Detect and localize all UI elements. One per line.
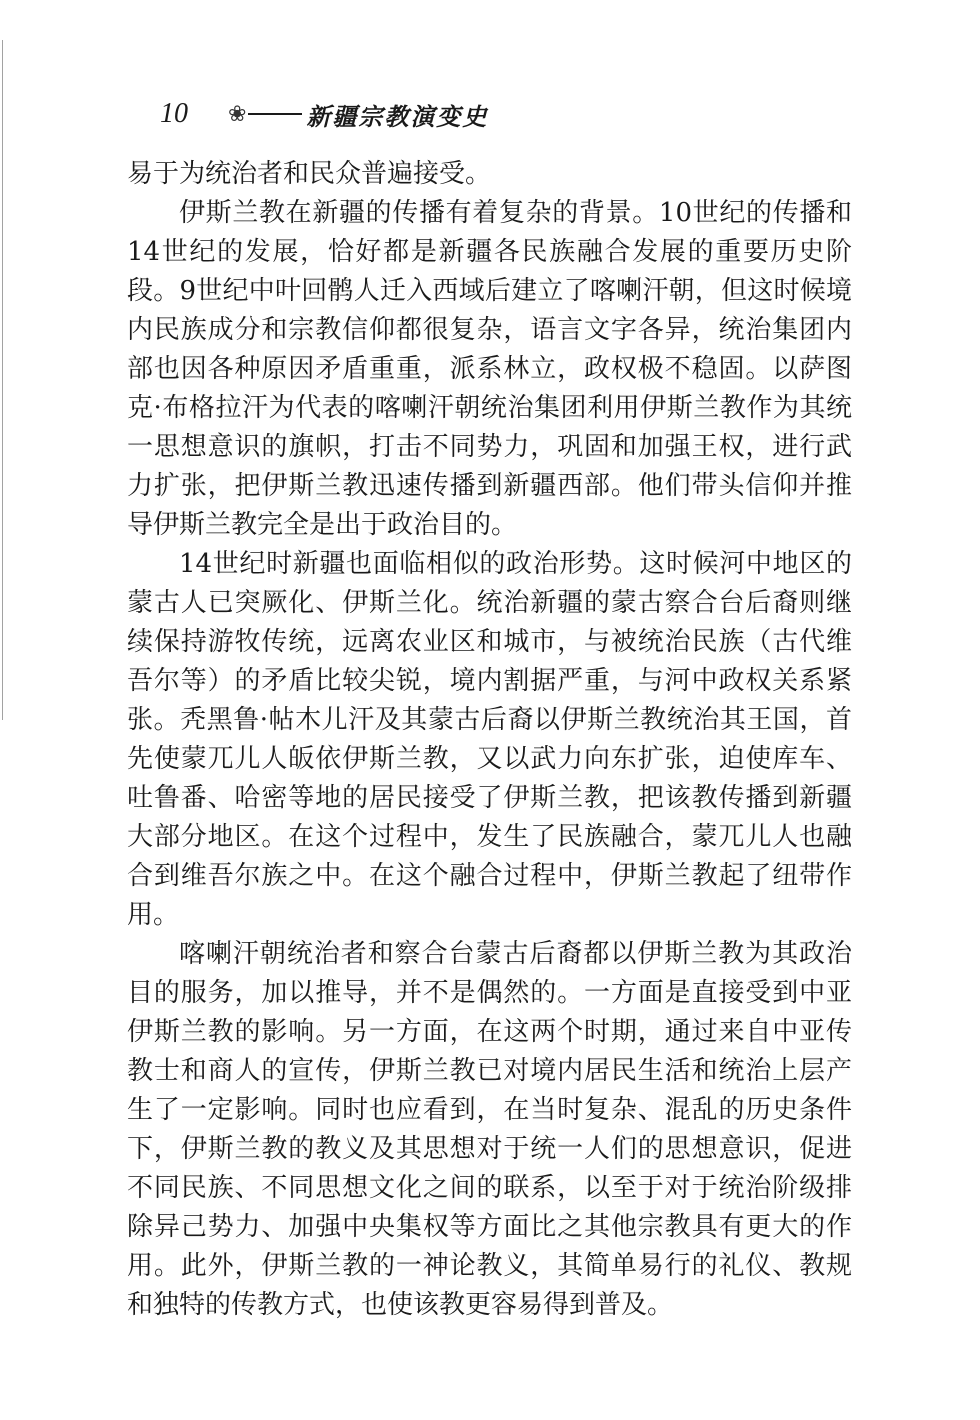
paragraph: 喀喇汗朝统治者和察合台蒙古后裔都以伊斯兰教为其政治目的服务，加以推导，并不是偶然的。一方面是直接受到中亚伊斯兰教的影响。另一方面，在这两个时期，通过来自中亚传教士和商人的宣传，伊斯兰教已对境内居民生活和统治上层产生了一定影响。同时也应看到，在当时复杂、混乱的历史条件下，伊斯兰教的教义及其思想对于统一人们的思想意识，促进不同民族、不同思想文化之间的联系，以至于对于统治阶级排除异己势力、加强中央集权等方面比之其他宗教具有更大的作用。此外，伊斯兰教的一神论教义，其简单易行的礼仪、教规和独特的传教方式，也使该教更容易得到普及。 <box>127 939 852 1320</box>
page-header <box>160 96 488 132</box>
paragraph: 伊斯兰教在新疆的传播有着复杂的背景。10世纪的传播和14世纪的发展，恰好都是新疆各民族融合发展的重要历史阶段。9世纪中叶回鹘人迁入西域后建立了喀喇汗朝，但这时候境内民族成分和宗教信仰都很复杂，语言文字各异，统治集团内部也因各种原因矛盾重重，派系林立，政权极不稳固。以萨图克·布格拉汗为代表的喀喇汗朝统治集团利用伊斯兰教作为其统一思想意识的旗帜，打击不同势力，巩固和加强王权，进行武力扩张，把伊斯兰教迅速传播到新疆西部。他们带头信仰并推导伊斯兰教完全是出于政治目的。 <box>127 198 852 540</box>
paragraph: 14世纪时新疆也面临相似的政治形势。这时候河中地区的蒙古人已突厥化、伊斯兰化。统治新疆的蒙古察合台后裔则继续保持游牧传统，远离农业区和城市，与被统治民族（古代维吾尔等）的矛盾比较尖锐，境内割据严重，与河中政权关系紧张。秃黑鲁·帖木儿汗及其蒙古后裔以伊斯兰教统治其王国，首先使蒙兀儿人皈依伊斯兰教，又以武力向东扩张，迫使库车、吐鲁番、哈密等地的居民接受了伊斯兰教，把该教传播到新疆大部分地区。在这个过程中，发生了民族融合，蒙兀儿人也融合到维吾尔族之中。在这个融合过程中，伊斯兰教起了纽带作用。 <box>127 549 852 930</box>
page-number: 10 <box>160 98 188 129</box>
scan-edge-line <box>2 40 3 720</box>
flower-ornament-icon: ❀ <box>228 101 247 127</box>
running-title: 新疆宗教演变史 <box>306 101 489 131</box>
paragraph-continuation: 易于为统治者和民众普遍接受。 <box>127 159 492 189</box>
header-dash <box>248 113 302 115</box>
body-text <box>127 155 852 1325</box>
